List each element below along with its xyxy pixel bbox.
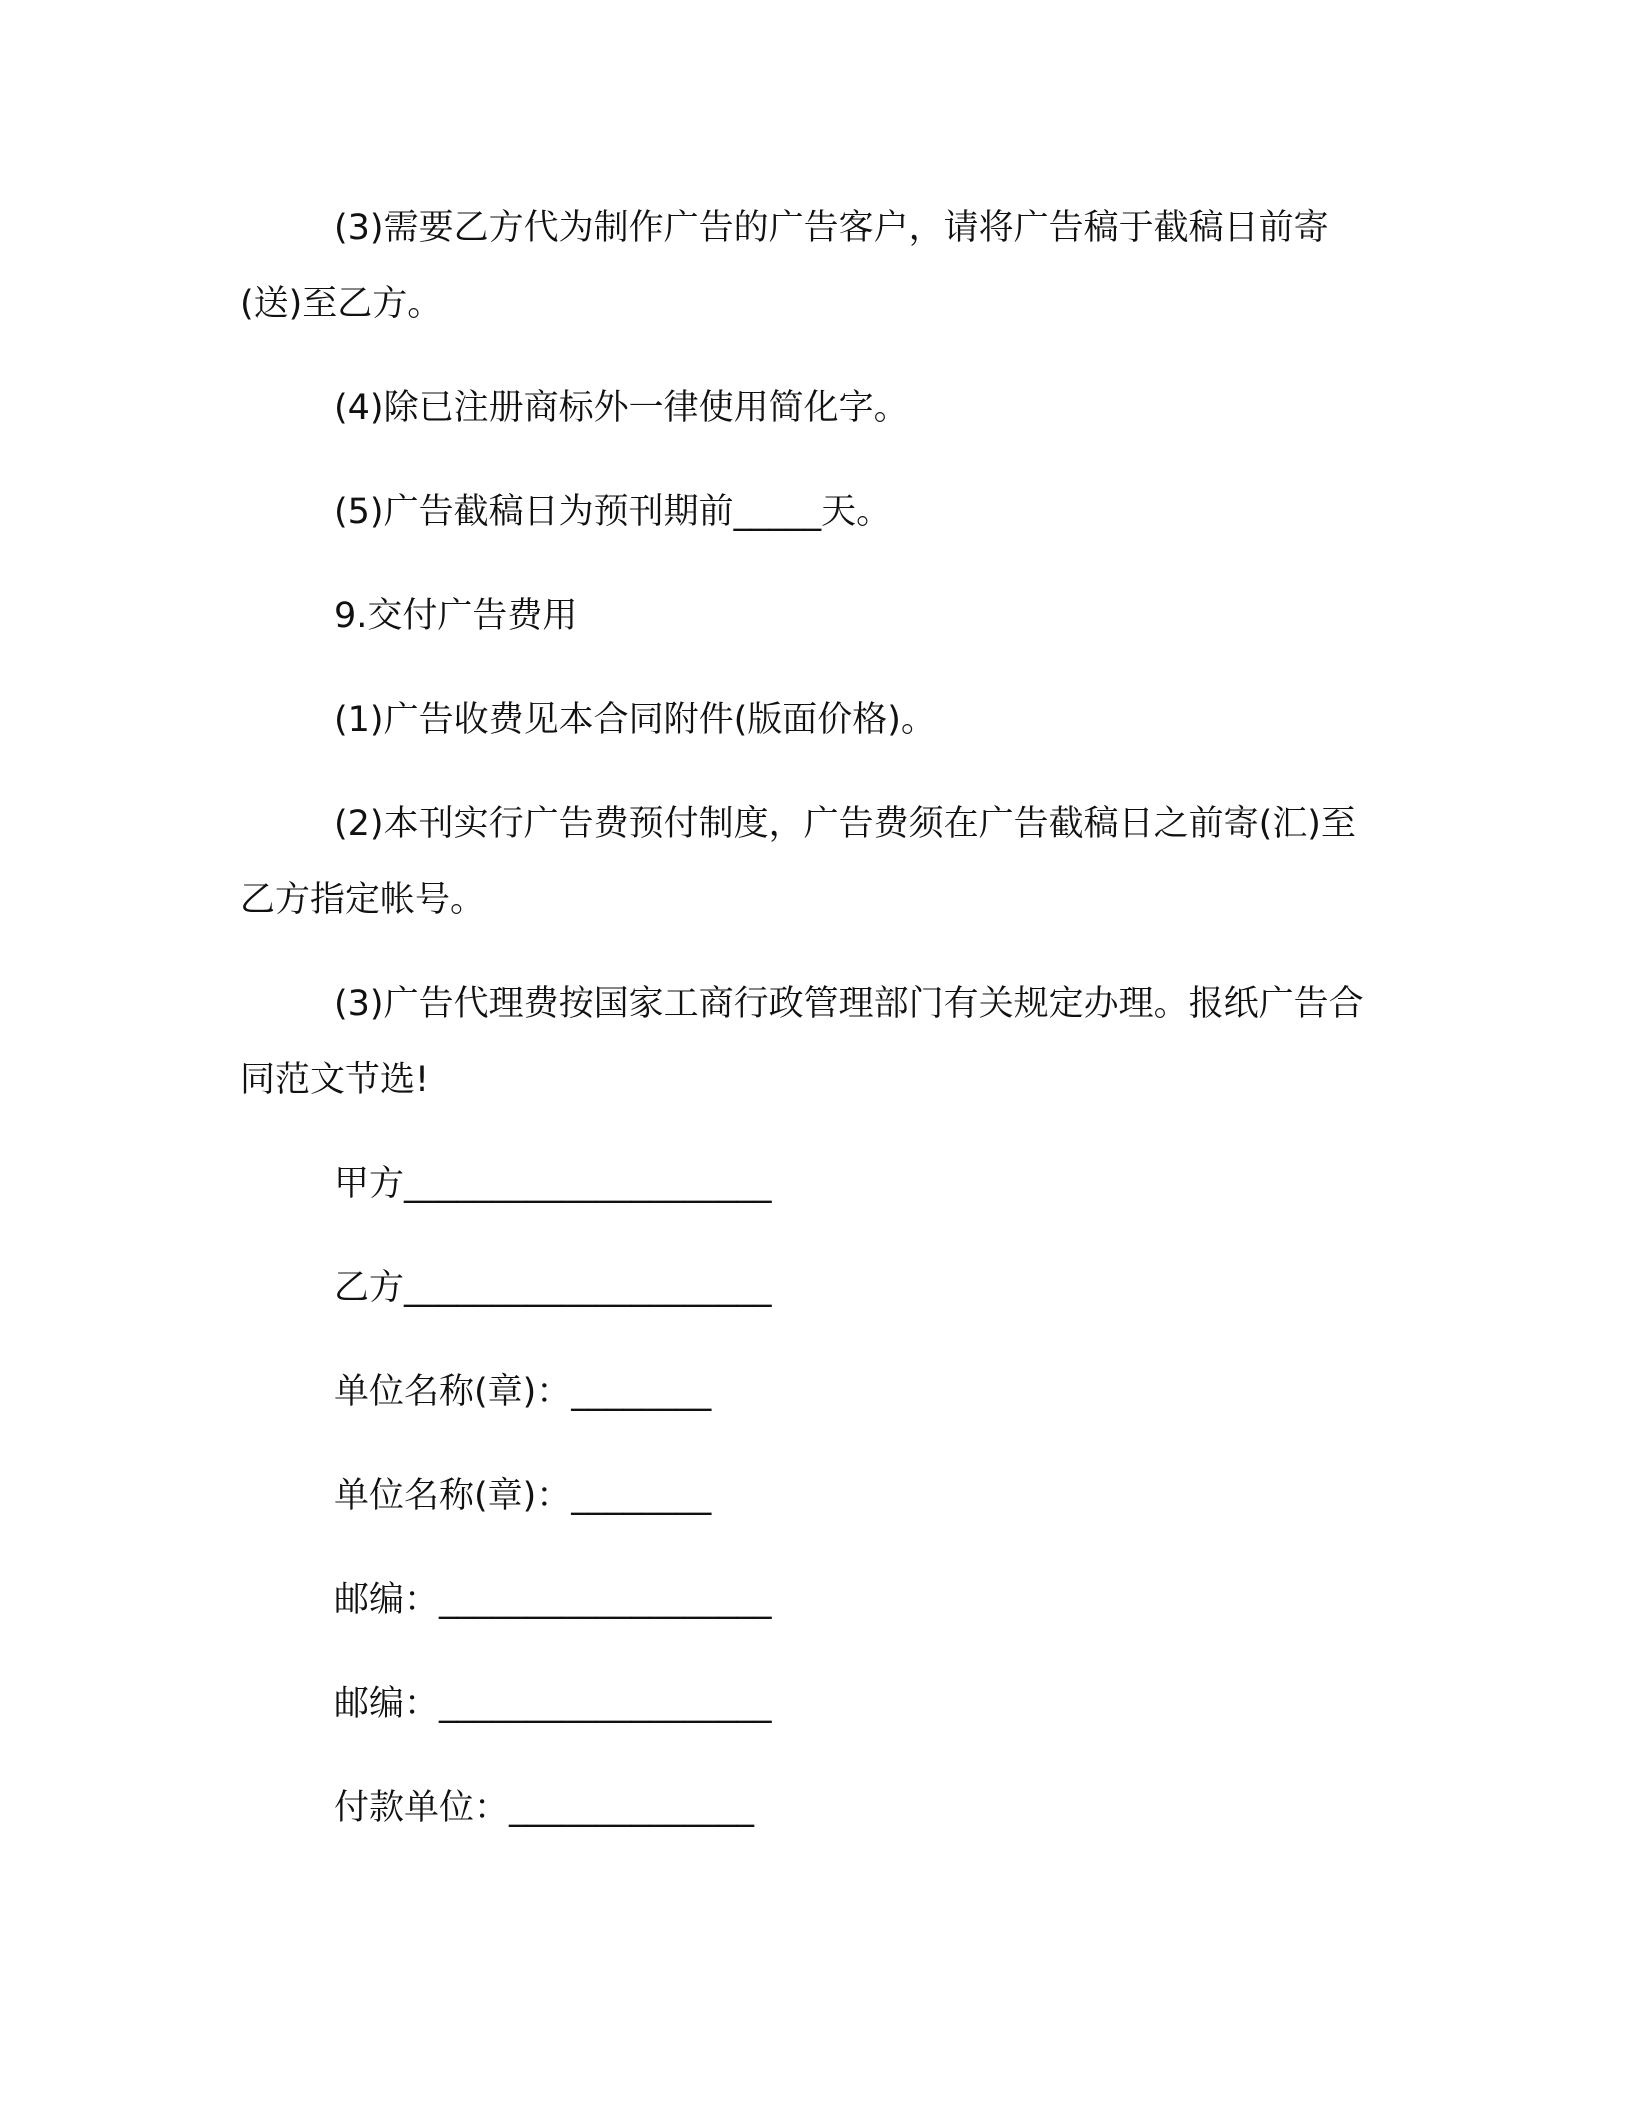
company-name-field-b: 单位名称(章)：________: [334, 1476, 712, 1516]
paragraph-simplified-characters: (4)除已注册商标外一律使用简化字。: [334, 388, 909, 428]
paragraph-agency-fee: (3)广告代理费按国家工商行政管理部门有关规定办理。报纸广告合同范文节选!: [240, 984, 1364, 1100]
party-a-field: 甲方_____________________: [334, 1164, 772, 1204]
section-heading-payment: 9.交付广告费用: [334, 596, 578, 636]
party-b-field: 乙方_____________________: [334, 1268, 772, 1308]
payer-field: 付款单位：______________: [334, 1788, 755, 1828]
company-name-field-a: 单位名称(章)：________: [334, 1372, 712, 1412]
document-body: [240, 190, 1390, 1874]
paragraph-prepayment: (2)本刊实行广告费预付制度，广告费须在广告截稿日之前寄(汇)至乙方指定帐号。: [240, 804, 1356, 920]
paragraph-fee-schedule: (1)广告收费见本合同附件(版面价格)。: [334, 700, 936, 740]
postcode-field-b: 邮编：___________________: [334, 1684, 772, 1724]
paragraph-deadline: (5)广告截稿日为预刊期前_____天。: [334, 492, 892, 532]
paragraph-ad-production: (3)需要乙方代为制作广告的广告客户，请将广告稿于截稿日前寄(送)至乙方。: [240, 208, 1329, 324]
postcode-field-a: 邮编：___________________: [334, 1580, 772, 1620]
